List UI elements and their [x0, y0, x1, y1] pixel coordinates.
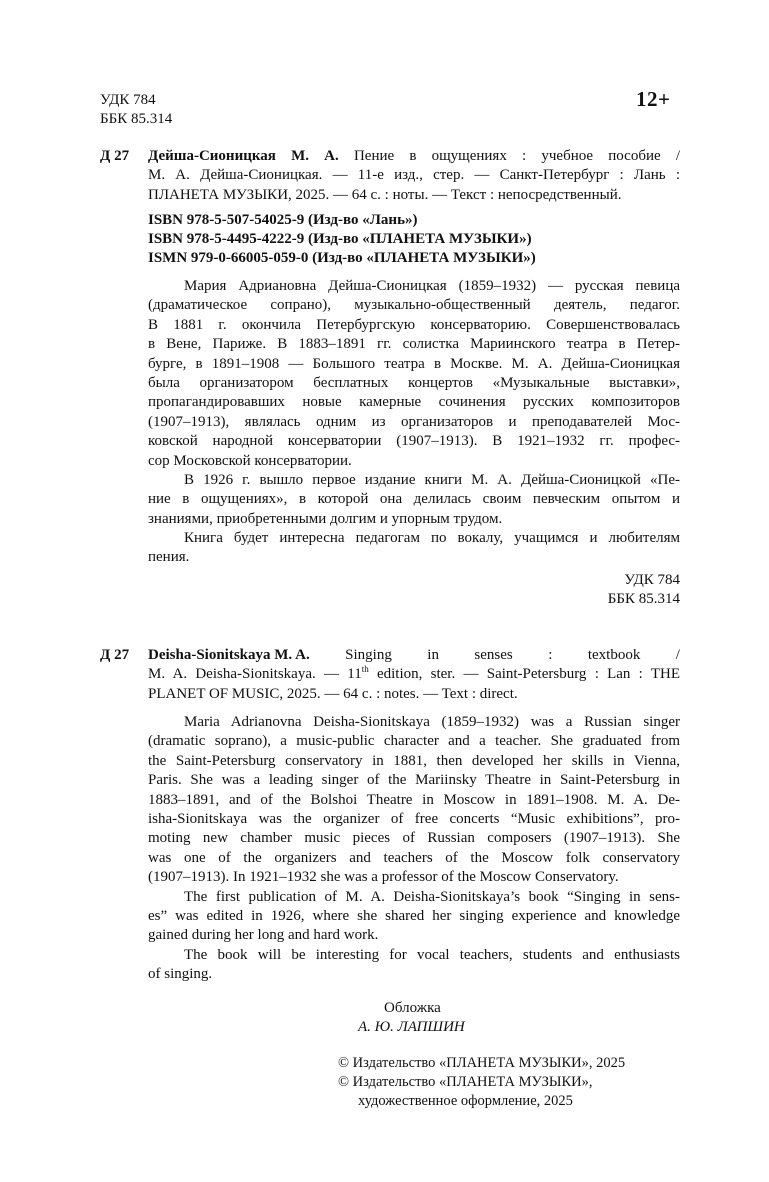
ru-index: Д 27 [100, 148, 130, 164]
ru-abstract-line: в Вене, Париже. В 1883–1891 гг. солистка Мариинского театра в Петер- [148, 336, 680, 353]
en-abstract-line: Maria Adrianovna Deisha-Sionitskaya (1859–1932) was a Russian singer [184, 714, 680, 730]
en-bib-word: textbook [587, 647, 641, 663]
en-bib-line-2 [148, 665, 680, 684]
en-bib-line-2-post: edition, ster. — Saint-Petersburg : Lan : THE [368, 666, 680, 683]
ru-bbk: ББК 85.314 [607, 591, 680, 607]
cover-artist: А. Ю. ЛАПШИН [358, 1019, 465, 1035]
header-bbk: ББК 85.314 [100, 111, 173, 127]
copyright-line-2: © Издательство «ПЛАНЕТА МУЗЫКИ», [338, 1074, 593, 1090]
en-abstract-line: the Saint-Petersburg conservatory in 1881, then developed her skills in Vienna, [148, 752, 680, 769]
copyright-line-1: © Издательство «ПЛАНЕТА МУЗЫКИ», 2025 [338, 1055, 626, 1071]
ru-abstract-line: знаниями, приобретенными долгим и упорным трудом. [148, 510, 503, 527]
ru-bib-record [148, 147, 680, 205]
ru-abstract-line: сор Московской консерватории. [148, 452, 352, 469]
en-abstract-line: (dramatic soprano), a music-public character and a teacher. She graduated from [148, 733, 680, 750]
en-abstract-line: es” was edited in 1926, where she shared her singing experience and knowledge [148, 907, 680, 924]
ru-abstract-line: (драматическое сопрано), музыкально-общественный деятель, педагог. [148, 297, 680, 314]
ru-abstract-line: ковской народной консерватории (1907–1913). В 1921–1932 гг. профес- [148, 433, 680, 450]
ru-bib-line-3: ПЛАНЕТА МУЗЫКИ, 2025. — 64 с. : ноты. — Текст : непосредственный. [148, 186, 622, 203]
cover-label: Обложка [384, 1000, 441, 1016]
en-abstract-line: isha-Sionitskaya was the organizer of free concerts “Music exhibitions”, pro- [148, 810, 680, 827]
ru-abstract-line: пропагандировавших новые камерные сочинения русских композиторов [148, 394, 680, 411]
ru-isbn-2: ISBN 978-5-4495-4222-9 (Изд-во «ПЛАНЕТА МУЗЫКИ») [148, 231, 532, 247]
en-bib-line-3: PLANET OF MUSIC, 2025. — 64 c. : notes. — Text : direct. [148, 685, 518, 702]
en-abstract-line: moting new chamber music pieces of Russian composers (1907–1913). She [148, 830, 680, 847]
en-bib-author: Deisha-Sionitskaya M. A. [148, 647, 310, 663]
en-bib-line-2-pre: M. A. Deisha-Sionitskaya. — 11 [148, 666, 362, 683]
en-abstract-line: The book will be interesting for vocal teachers, students and enthusiasts [184, 946, 680, 963]
ru-bib-author: Дейша-Сионицкая М. А. [148, 148, 339, 164]
ru-bib-line-1 [148, 147, 680, 166]
copyright-line-3: художественное оформление, 2025 [358, 1093, 573, 1109]
en-index: Д 27 [100, 647, 130, 663]
en-abstract-line: The first publication of M. A. Deisha-Sionitskaya’s book “Singing in sens- [184, 888, 680, 905]
en-abstract-line: was one of the organizers and teachers of the Moscow folk conservatory [148, 849, 680, 866]
ru-abstract [148, 277, 680, 568]
en-bib-word: in [427, 647, 439, 663]
header-udk: УДК 784 [100, 92, 156, 108]
en-bib-word: Singing [345, 647, 392, 663]
en-abstract-line: of singing. [148, 966, 213, 983]
en-bib-word: : [548, 647, 553, 663]
ru-bib-line-2: М. А. Дейша-Сионицкая. — 11-е изд., стер. — Санкт-Петербург : Лань : [148, 167, 680, 184]
en-bib-record [148, 646, 680, 704]
en-abstract-line: (1907–1913). In 1921–1932 she was a professor of the Moscow Conservatory. [148, 869, 619, 886]
en-bib-line-1 [148, 646, 680, 665]
ru-bib-title: Пение в ощущениях : учебное пособие / [353, 148, 680, 164]
ru-abstract-line: бурге, в 1891–1908 — Большого театра в Москве. М. А. Дейша-Сионицкая [148, 355, 680, 372]
ru-abstract-line: В 1881 г. окончила Петербургскую консерваторию. Совершенствовалась [148, 316, 680, 333]
en-bib-word: / [675, 647, 680, 663]
ru-ismn: ISMN 979-0-66005-059-0 (Изд-во «ПЛАНЕТА МУЗЫКИ») [148, 250, 536, 266]
en-abstract [148, 713, 680, 984]
ru-abstract-line: ние в ощущениях», в которой она делилась своим певческим опытом и [148, 491, 680, 508]
en-abstract-line: gained during her long and hard work. [148, 927, 379, 944]
ru-abstract-line: Книга будет интересна педагогам по вокалу, учащимся и любителям [184, 530, 680, 547]
ru-abstract-line: пения. [148, 549, 190, 566]
ru-isbn-1: ISBN 978-5-507-54025-9 (Изд-во «Лань») [148, 212, 418, 228]
ru-abstract-line: была организатором бесплатных концертов «Музыкальные выставки», [148, 374, 680, 391]
ru-udk: УДК 784 [624, 572, 680, 588]
ru-abstract-line: Мария Адриановна Дейша-Сионицкая (1859–1932) — русская певица [184, 278, 680, 294]
en-bib-edition-suffix: th [361, 664, 369, 675]
en-bib-word: senses [474, 647, 513, 663]
ru-abstract-line: В 1926 г. вышло первое издание книги М. А. Дейша-Сионицкой «Пе- [184, 471, 680, 488]
age-rating-badge: 12+ [636, 87, 671, 111]
ru-abstract-line: (1907–1913), являлась одним из организаторов и преподавателей Мос- [148, 413, 680, 430]
en-abstract-line: 1883–1891, and of the Bolshoi Theatre in Moscow in 1891–1908. M. A. De- [148, 791, 680, 808]
en-abstract-line: Paris. She was a leading singer of the Mariinsky Theatre in Saint-Petersburg in [148, 772, 680, 789]
